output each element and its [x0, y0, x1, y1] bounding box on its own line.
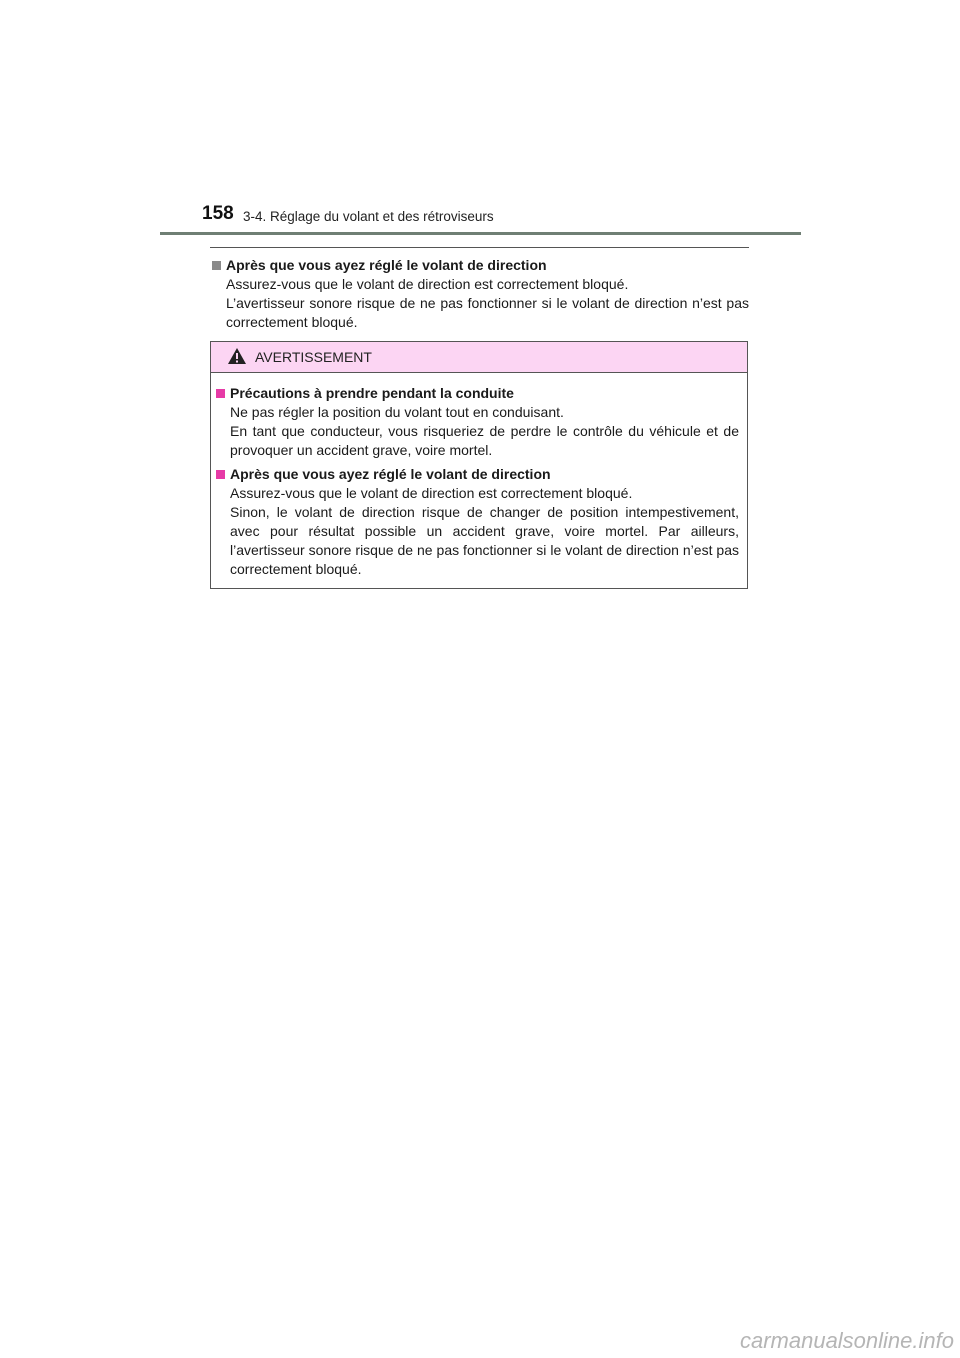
page-number: 158	[202, 203, 234, 224]
warning-item-heading	[215, 384, 739, 403]
warning-item-heading	[215, 465, 739, 484]
warning-header	[211, 342, 747, 373]
warning-line: Ne pas régler la position du volant tout en conduisant.	[230, 404, 564, 420]
header-rule	[160, 232, 801, 235]
watermark: carmanualsonline.info	[739, 1328, 954, 1353]
warning-title: AVERTISSEMENT	[255, 349, 372, 365]
topic-heading-text: Après que vous ayez réglé le volant de direction	[226, 257, 547, 273]
square-bullet-icon	[212, 261, 221, 270]
warning-item	[215, 384, 739, 460]
warning-triangle-icon	[227, 347, 255, 368]
topic-block	[210, 256, 749, 332]
warning-box	[210, 341, 748, 589]
warning-line: En tant que conducteur, vous risqueriez de perdre le contrôle du véhicule et de provoquer un accident grave, voire mortel.	[230, 423, 739, 458]
warning-body	[211, 373, 747, 579]
square-bullet-icon	[216, 470, 225, 479]
warning-item-heading-text: Précautions à prendre pendant la conduite	[230, 385, 514, 401]
section-title: 3-4. Réglage du volant et des rétroviseurs	[243, 209, 494, 224]
warning-item	[215, 465, 739, 579]
warning-item-heading-text: Après que vous ayez réglé le volant de direction	[230, 466, 551, 482]
topic-line: L’avertisseur sonore risque de ne pas fonctionner si le volant de direction n’est pas correctement bloqué.	[226, 295, 749, 330]
square-bullet-icon	[216, 389, 225, 398]
warning-line: Sinon, le volant de direction risque de changer de position intempestivement, avec pour résultat possible un accident grave, voire mortel. Par ailleurs, l’avertisseur sonore risque de ne pas fonctionner si le volant de direction n’est pas correctement bloqué.	[230, 504, 739, 577]
topic-line: Assurez-vous que le volant de direction est correctement bloqué.	[226, 276, 629, 292]
topic-heading	[210, 256, 749, 275]
topic-top-rule	[210, 247, 749, 248]
warning-line: Assurez-vous que le volant de direction est correctement bloqué.	[230, 485, 633, 501]
